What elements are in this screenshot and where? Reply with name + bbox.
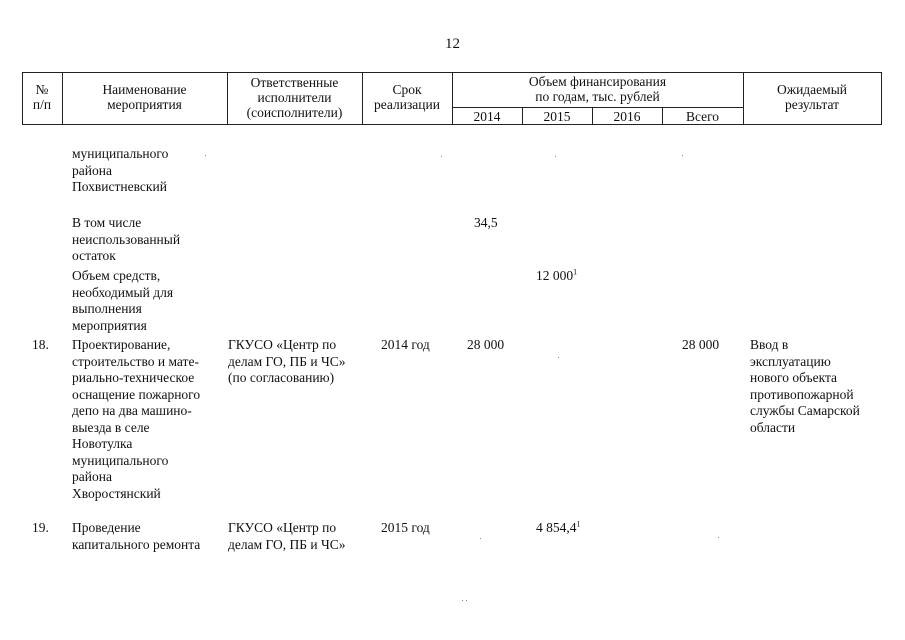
scan-speck xyxy=(555,156,556,157)
row19-responsible: ГКУСО «Центр по делам ГО, ПБ и ЧС» xyxy=(228,520,346,552)
header-financing: Объем финансирования по годам, тыс. рублей xyxy=(528,74,667,104)
scan-speck xyxy=(466,600,467,601)
header-result: Ожидаемый результат xyxy=(777,82,847,112)
scan-speck xyxy=(558,357,559,358)
header-year-2014: 2014 xyxy=(473,109,501,124)
scan-speck xyxy=(441,156,442,157)
footnote-mark: 1 xyxy=(576,519,581,529)
header-border xyxy=(881,72,882,125)
header-term: Срок реализации xyxy=(374,82,440,112)
table-header xyxy=(22,72,882,125)
header-year-2015: 2015 xyxy=(543,109,571,124)
scan-speck xyxy=(480,538,481,539)
row18-number: 18. xyxy=(32,337,49,352)
required-name: Объем средств, необходимый для выполнения мероприятия xyxy=(72,268,174,333)
incl-name: В том числе неиспользованный остаток xyxy=(72,215,181,263)
header-years-divider xyxy=(452,107,743,108)
header-total: Всего xyxy=(685,109,720,124)
row19-term: 2015 год xyxy=(381,520,430,535)
header-name: Наименование мероприятия xyxy=(102,82,187,112)
scan-speck xyxy=(205,155,206,156)
required-value-2015: 12 $000^1$ xyxy=(536,267,578,283)
header-year-2016: 2016 xyxy=(613,109,641,124)
header-responsible: Ответственные исполнители (соисполнители) xyxy=(246,75,343,120)
row18-result: Ввод в эксплуатацию нового объекта противопожарной службы Самарской области xyxy=(750,337,860,435)
scan-speck xyxy=(462,600,463,601)
row18-value-2014: 28 000 xyxy=(467,337,505,352)
continuation-name: муниципального района Похвистневский xyxy=(72,146,169,194)
incl-value-2014: 34,5 xyxy=(474,215,498,230)
row19-name: Проведение капитального ремонта xyxy=(72,520,201,552)
scan-speck xyxy=(718,537,719,538)
scan-speck xyxy=(682,155,683,156)
footnote-mark: 1 xyxy=(573,267,578,277)
row18-name: Проектирование, строительство и мате- риально-техническое оснащение пожарного депо на два машино- выезда в селе Новотулка муниципального района Хворостянский xyxy=(72,337,201,501)
row19-value-2015: 4 854,4$^1$ xyxy=(536,519,581,535)
row18-term: 2014 год xyxy=(381,337,430,352)
row19-number: 19. xyxy=(32,520,49,535)
page-number: 12 xyxy=(445,36,460,52)
header-number: № п/п xyxy=(32,82,52,112)
row18-responsible: ГКУСО «Центр по делам ГО, ПБ и ЧС» (по согласованию) xyxy=(228,337,346,385)
row18-total: 28 000 xyxy=(682,337,720,352)
